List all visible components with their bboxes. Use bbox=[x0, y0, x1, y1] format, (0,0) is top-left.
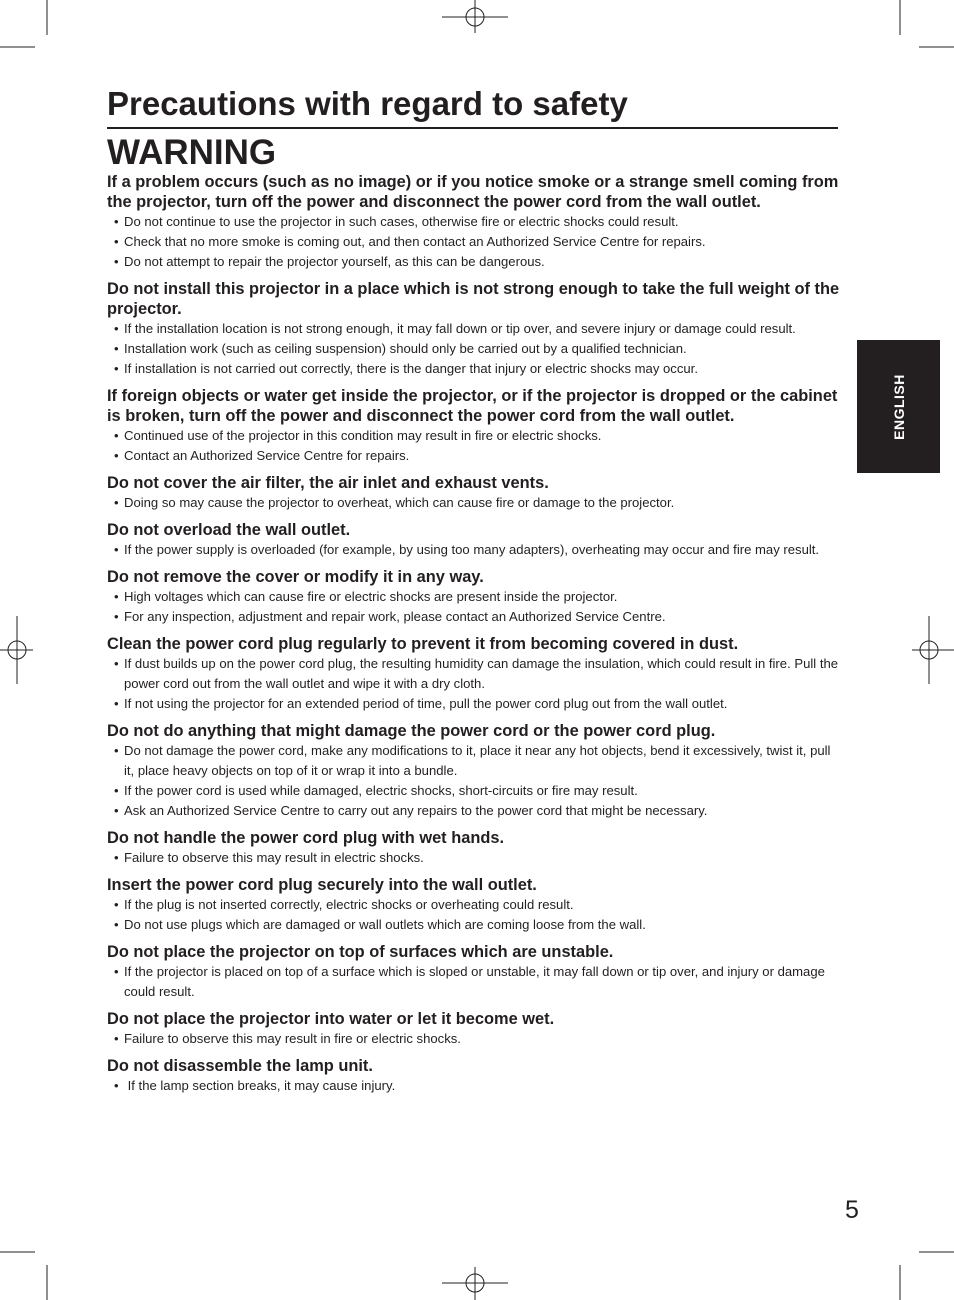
bullet-list bbox=[107, 587, 842, 627]
precaution-section bbox=[107, 386, 842, 466]
section-heading: Insert the power cord plug securely into the wall outlet. bbox=[107, 876, 537, 894]
bullet-text: If not using the projector for an extended period of time, pull the power cord plug out from the wall outlet. bbox=[124, 696, 728, 711]
bullet-list bbox=[107, 741, 842, 821]
bullet-item bbox=[107, 587, 842, 607]
bullet-text: Continued use of the projector in this condition may result in fire or electric shocks. bbox=[124, 428, 602, 443]
bullet-item bbox=[107, 781, 842, 801]
precaution-list bbox=[107, 172, 842, 1096]
section-heading: Clean the power cord plug regularly to prevent it from becoming covered in dust. bbox=[107, 635, 739, 653]
bullet-list bbox=[107, 493, 842, 513]
bullet-text: Doing so may cause the projector to overheat, which can cause fire or damage to the projector. bbox=[124, 495, 675, 510]
language-tab-label: ENGLISH bbox=[890, 373, 907, 440]
bullet-text: Installation work (such as ceiling suspension) should only be carried out by a qualified technician. bbox=[124, 341, 687, 356]
bullet-dot: • bbox=[114, 696, 119, 711]
bullet-text: If installation is not carried out correctly, there is the danger that injury or electric shocks may occur. bbox=[124, 361, 698, 376]
bullet-text: If the projector is placed on top of a surface which is sloped or unstable, it may fall down or tip over, and injury or damage could result. bbox=[124, 964, 825, 999]
bullet-text: Contact an Authorized Service Centre for repairs. bbox=[124, 448, 410, 463]
section-heading: Do not overload the wall outlet. bbox=[107, 521, 351, 539]
bullet-dot: • bbox=[114, 361, 119, 376]
bullet-item bbox=[107, 212, 842, 232]
bullet-item bbox=[107, 654, 842, 694]
bullet-dot: • bbox=[114, 783, 119, 798]
bullet-item bbox=[107, 741, 842, 781]
section-heading: Do not place the projector into water or let it become wet. bbox=[107, 1010, 555, 1028]
bullet-text: If the power supply is overloaded (for example, by using too many adapters), overheating may occur and fire may result. bbox=[124, 542, 820, 557]
bullet-text: If the lamp section breaks, it may cause injury. bbox=[124, 1078, 396, 1093]
bullet-dot: • bbox=[114, 850, 119, 865]
precaution-section bbox=[107, 172, 842, 272]
bullet-dot: • bbox=[114, 589, 119, 604]
precaution-section bbox=[107, 1056, 842, 1096]
bullet-item bbox=[107, 801, 842, 821]
bullet-dot: • bbox=[114, 542, 119, 557]
bullet-text: If the plug is not inserted correctly, electric shocks or overheating could result. bbox=[124, 897, 574, 912]
bullet-item bbox=[107, 446, 842, 466]
bullet-text: If the power cord is used while damaged, electric shocks, short-circuits or fire may result. bbox=[124, 783, 638, 798]
bullet-dot: • bbox=[114, 321, 119, 336]
page-number: 5 bbox=[845, 1196, 859, 1224]
precaution-section bbox=[107, 634, 842, 714]
precaution-section bbox=[107, 473, 842, 513]
bullet-item bbox=[107, 848, 842, 868]
section-heading: Do not handle the power cord plug with wet hands. bbox=[107, 829, 505, 847]
bullet-text: If dust builds up on the power cord plug, the resulting humidity can damage the insulation, which could result in fire. Pull the power cord out from the wall outlet and wipe it with a dry cloth. bbox=[124, 656, 839, 691]
bullet-dot: • bbox=[114, 1078, 119, 1093]
bullet-dot: • bbox=[114, 428, 119, 443]
bullet-list bbox=[107, 654, 842, 714]
bullet-item bbox=[107, 694, 842, 714]
precaution-section bbox=[107, 1009, 842, 1049]
bullet-list bbox=[107, 426, 842, 466]
bullet-text: Failure to observe this may result in fire or electric shocks. bbox=[124, 1031, 461, 1046]
precaution-section bbox=[107, 942, 842, 1002]
bullet-list bbox=[107, 848, 842, 868]
bullet-text: High voltages which can cause fire or electric shocks are present inside the projector. bbox=[124, 589, 618, 604]
bullet-item bbox=[107, 607, 842, 627]
bullet-item bbox=[107, 359, 842, 379]
bullet-text: If the installation location is not strong enough, it may fall down or tip over, and severe injury or damage could result. bbox=[124, 321, 796, 336]
bullet-item bbox=[107, 426, 842, 446]
language-tab bbox=[857, 340, 940, 473]
bullet-item bbox=[107, 1076, 842, 1096]
section-heading: Do not do anything that might damage the power cord or the power cord plug. bbox=[107, 722, 716, 740]
section-heading: Do not place the projector on top of surfaces which are unstable. bbox=[107, 943, 614, 961]
section-heading: Do not disassemble the lamp unit. bbox=[107, 1057, 373, 1075]
bullet-item bbox=[107, 252, 842, 272]
section-heading: Do not install this projector in a place which is not strong enough to take the full weight of the projector. bbox=[107, 280, 840, 318]
bullet-text: Ask an Authorized Service Centre to carry out any repairs to the power cord that might be necessary. bbox=[124, 803, 708, 818]
bullet-item bbox=[107, 339, 842, 359]
bullet-dot: • bbox=[114, 803, 119, 818]
bullet-dot: • bbox=[114, 341, 119, 356]
bullet-text: Do not use plugs which are damaged or wall outlets which are coming loose from the wall. bbox=[124, 917, 646, 932]
bullet-dot: • bbox=[114, 1031, 119, 1046]
title-rule bbox=[107, 127, 838, 129]
bullet-list bbox=[107, 1076, 842, 1096]
section-heading: Do not cover the air filter, the air inlet and exhaust vents. bbox=[107, 474, 549, 492]
bullet-list bbox=[107, 319, 842, 379]
precaution-section bbox=[107, 721, 842, 821]
precaution-section bbox=[107, 875, 842, 935]
bullet-dot: • bbox=[114, 448, 119, 463]
bullet-dot: • bbox=[114, 495, 119, 510]
bullet-item bbox=[107, 915, 842, 935]
bullet-list bbox=[107, 895, 842, 935]
bullet-dot: • bbox=[114, 214, 119, 229]
bullet-dot: • bbox=[114, 234, 119, 249]
bullet-dot: • bbox=[114, 254, 119, 269]
precaution-section bbox=[107, 828, 842, 868]
precaution-section bbox=[107, 279, 842, 379]
bullet-dot: • bbox=[114, 609, 119, 624]
bullet-dot: • bbox=[114, 897, 119, 912]
bullet-list bbox=[107, 212, 842, 272]
bullet-dot: • bbox=[114, 743, 119, 758]
bullet-list bbox=[107, 1029, 842, 1049]
bullet-list bbox=[107, 540, 842, 560]
section-heading: If a problem occurs (such as no image) or if you notice smoke or a strange smell coming from the projector, turn off the power and disconnect the power cord from the wall outlet. bbox=[107, 173, 839, 211]
warning-heading: WARNING bbox=[107, 133, 277, 172]
precaution-section bbox=[107, 567, 842, 627]
bullet-item bbox=[107, 493, 842, 513]
bullet-item bbox=[107, 319, 842, 339]
bullet-text: Check that no more smoke is coming out, and then contact an Authorized Service Centre for repairs. bbox=[124, 234, 706, 249]
precaution-section bbox=[107, 520, 842, 560]
bullet-item bbox=[107, 962, 842, 1002]
bullet-text: For any inspection, adjustment and repair work, please contact an Authorized Service Centre. bbox=[124, 609, 666, 624]
bullet-item bbox=[107, 540, 842, 560]
bullet-dot: • bbox=[114, 964, 119, 979]
bullet-text: Do not damage the power cord, make any modifications to it, place it near any hot objects, bend it excessively, twist it, pull it, place heavy objects on top of it or wrap it into a bundle. bbox=[124, 743, 831, 778]
bullet-text: Failure to observe this may result in electric shocks. bbox=[124, 850, 424, 865]
bullet-dot: • bbox=[114, 656, 119, 671]
bullet-text: Do not attempt to repair the projector yourself, as this can be dangerous. bbox=[124, 254, 545, 269]
section-heading: Do not remove the cover or modify it in any way. bbox=[107, 568, 484, 586]
bullet-item bbox=[107, 895, 842, 915]
bullet-dot: • bbox=[114, 917, 119, 932]
bullet-item bbox=[107, 1029, 842, 1049]
page-title: Precautions with regard to safety bbox=[107, 85, 628, 122]
bullet-item bbox=[107, 232, 842, 252]
bullet-text: Do not continue to use the projector in such cases, otherwise fire or electric shocks could result. bbox=[124, 214, 679, 229]
section-heading: If foreign objects or water get inside the projector, or if the projector is dropped or the cabinet is broken, turn off the power and disconnect the power cord from the wall outlet. bbox=[107, 387, 838, 425]
bullet-list bbox=[107, 962, 842, 1002]
